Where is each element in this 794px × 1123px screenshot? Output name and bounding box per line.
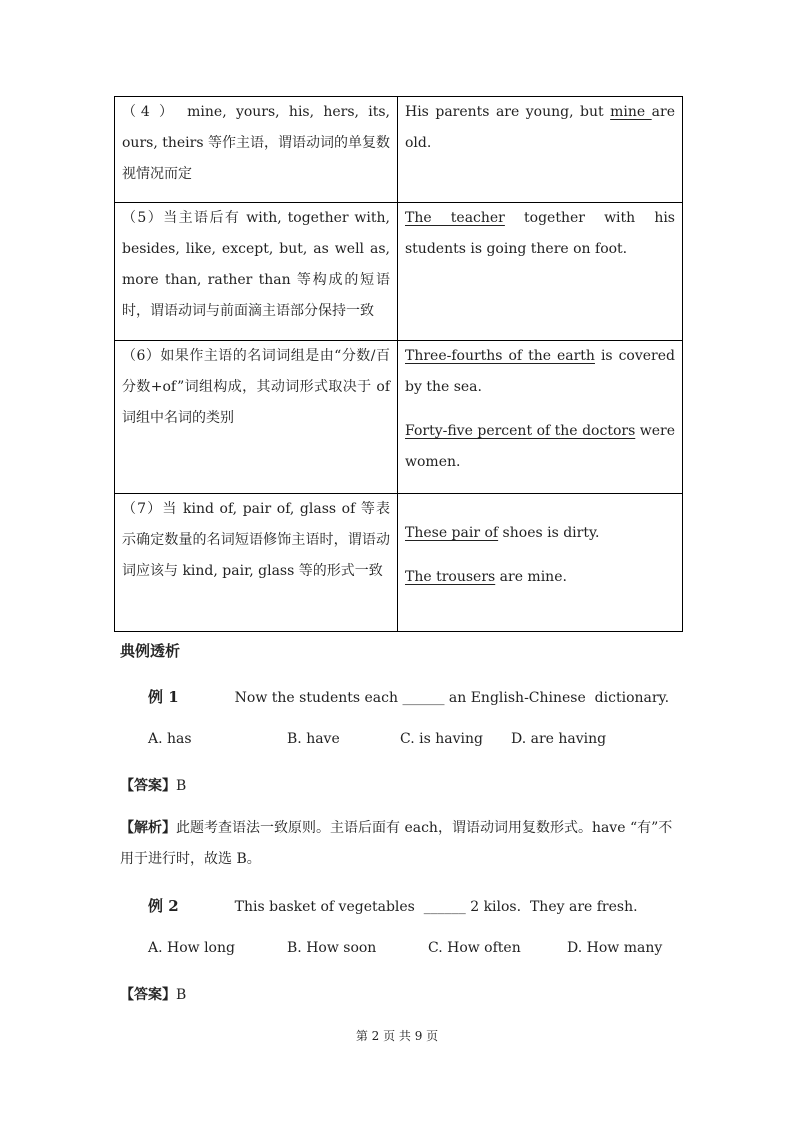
- example-sentence: [405, 341, 675, 403]
- page-footer: 第 2 页 共 9 页: [355, 1029, 439, 1043]
- analysis-label: 【解析】: [120, 820, 176, 836]
- example-label: 例 2: [148, 897, 179, 915]
- example-sentence: [405, 518, 675, 549]
- example-2-answer: [120, 984, 186, 1004]
- answer-label: 【答案】: [120, 778, 176, 794]
- question-text: Now the students each ______ an English-Chinese dictionary.: [234, 690, 670, 706]
- table-row: [115, 341, 683, 494]
- example-1-answer: [120, 775, 186, 795]
- underlined-subject: The teacher: [405, 210, 505, 226]
- option-a: A. has: [148, 731, 192, 747]
- grammar-rules-table: [114, 96, 683, 632]
- example-sentence: [405, 562, 675, 593]
- answer-label: 【答案】: [120, 987, 176, 1003]
- example-sentence: [405, 416, 675, 478]
- option-c: C. is having: [400, 731, 483, 747]
- underlined-subject: mine: [610, 104, 652, 120]
- spacer: [405, 549, 675, 562]
- underlined-subject: These pair of: [405, 525, 499, 541]
- answer-value: B: [176, 778, 187, 794]
- rule-cell: （6）如果作主语的名词词组是由“分数/百分数+of”词组构成，其动词形式取决于 of 词组中名词的类别: [115, 341, 398, 494]
- example-2-question: [148, 895, 638, 916]
- option-d: D. are having: [511, 731, 607, 747]
- example-1-question: [148, 686, 669, 707]
- option-d: D. How many: [567, 940, 663, 956]
- example-cell: [398, 203, 683, 341]
- example-sentence: [405, 203, 675, 265]
- rule-cell: （4 ） mine, yours, his, hers, its, ours, theirs 等作主语，谓语动词的单复数视情况而定: [115, 97, 398, 203]
- section-heading: 典例透析: [120, 642, 181, 660]
- example-text: are mine.: [495, 569, 567, 585]
- option-a: A. How long: [148, 940, 235, 956]
- table-row: [115, 494, 683, 632]
- example-text: is covered by the sea.: [405, 348, 675, 395]
- example-text: were women.: [405, 423, 676, 470]
- example-text: are old.: [405, 104, 675, 151]
- example-1-analysis: [120, 813, 680, 875]
- example-label: 例 1: [148, 688, 179, 706]
- answer-value: B: [176, 987, 187, 1003]
- example-cell: [398, 494, 683, 632]
- example-text: His parents are young, but: [405, 104, 611, 120]
- example-cell: [398, 97, 683, 203]
- example-sentence: [405, 97, 675, 159]
- table-row: [115, 97, 683, 203]
- table-row: [115, 203, 683, 341]
- underlined-subject: Forty-five percent of the doctors: [405, 423, 636, 439]
- option-b: B. How soon: [287, 940, 377, 956]
- example-text: together with his students is going there on foot.: [405, 210, 675, 257]
- option-b: B. have: [287, 731, 340, 747]
- question-text: This basket of vegetables ______ 2 kilos. They are fresh.: [234, 899, 638, 915]
- example-text: shoes is dirty.: [498, 525, 600, 541]
- spacer: [405, 403, 675, 416]
- rule-cell: （7）当 kind of, pair of, glass of 等表示确定数量的名词短语修饰主语时，谓语动词应该与 kind, pair, glass 等的形式一致: [115, 494, 398, 632]
- rule-cell: （5）当主语后有 with, together with, besides, like, except, but, as well as, more than, rather than 等构成的短语时，谓语动词与前面滴主语部分保持一致: [115, 203, 398, 341]
- analysis-text: 此题考查语法一致原则。主语后面有 each，谓语动词用复数形式。have “有”不用于进行时，故选 B。: [120, 820, 673, 867]
- underlined-subject: The trousers: [405, 569, 496, 585]
- underlined-subject: Three-fourths of the earth: [405, 348, 595, 364]
- example-cell: [398, 341, 683, 494]
- option-c: C. How often: [428, 940, 521, 956]
